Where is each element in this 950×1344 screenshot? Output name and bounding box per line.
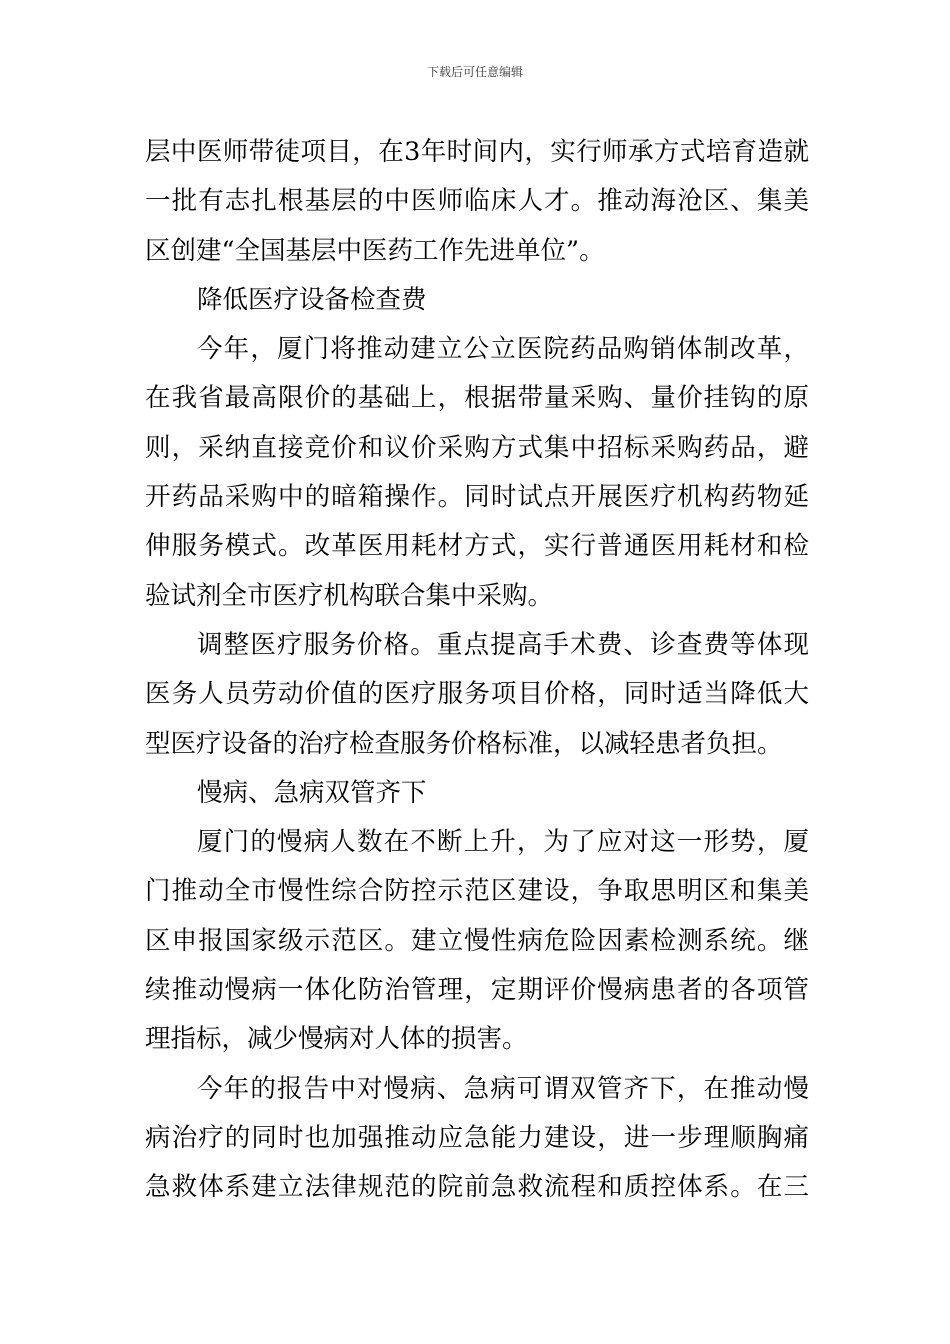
paragraph-first-line: 今年，厦门将推动建立公立医院药品购销体制改革， — [197, 334, 809, 365]
section-heading: 降低医疗设备检查费 — [197, 284, 427, 315]
text-line: 伸服务模式。改革医用耗材方式，实行普通医用耗材和检 — [145, 531, 809, 562]
paragraph-first-line: 厦门的慢病人数在不断上升，为了应对这一形势，厦 — [197, 827, 809, 858]
document-body — [145, 128, 809, 1213]
text-line: 区申报国家级示范区。建立慢性病危险因素检测系统。继 — [145, 925, 809, 956]
text-line: 医务人员劳动价值的医疗服务项目价格，同时适当降低大 — [145, 679, 809, 710]
section-heading: 慢病、急病双管齐下 — [197, 777, 427, 808]
text-line: 一批有志扎根基层的中医师临床人才。推动海沧区、集美 — [145, 186, 809, 217]
text-line: 层中医师带徒项目，在3年时间内，实行师承方式培育造就 — [145, 137, 809, 167]
text-line: 型医疗设备的治疗检查服务价格标准，以减轻患者负担。 — [145, 728, 783, 759]
paragraph-first-line: 今年的报告中对慢病、急病可谓双管齐下，在推动慢 — [197, 1073, 809, 1104]
text-line: 门推动全市慢性综合防控示范区建设，争取思明区和集美 — [145, 876, 809, 907]
page-header-note: 下载后可任意编辑 — [426, 65, 523, 79]
text-line: 急救体系建立法律规范的院前急救流程和质控体系。在三 — [145, 1172, 809, 1203]
text-line: 病治疗的同时也加强推动应急能力建设，进一步理顺胸痛 — [145, 1122, 809, 1153]
text-line: 在我省最高限价的基础上，根据带量采购、量价挂钩的原 — [145, 383, 809, 414]
text-line: 续推动慢病一体化防治管理，定期评价慢病患者的各项管 — [145, 975, 809, 1006]
paragraph-first-line: 调整医疗服务价格。重点提高手术费、诊查费等体现 — [197, 629, 809, 660]
text-line: 区创建“全国基层中医药工作先进单位”。 — [145, 235, 605, 266]
text-line: 验试剂全市医疗机构联合集中采购。 — [145, 580, 554, 611]
text-line: 则，采纳直接竞价和议价采购方式集中招标采购药品，避 — [145, 432, 809, 463]
text-line: 理指标，减少慢病对人体的损害。 — [145, 1024, 528, 1055]
text-line: 开药品采购中的暗箱操作。同时试点开展医疗机构药物延 — [145, 482, 809, 513]
